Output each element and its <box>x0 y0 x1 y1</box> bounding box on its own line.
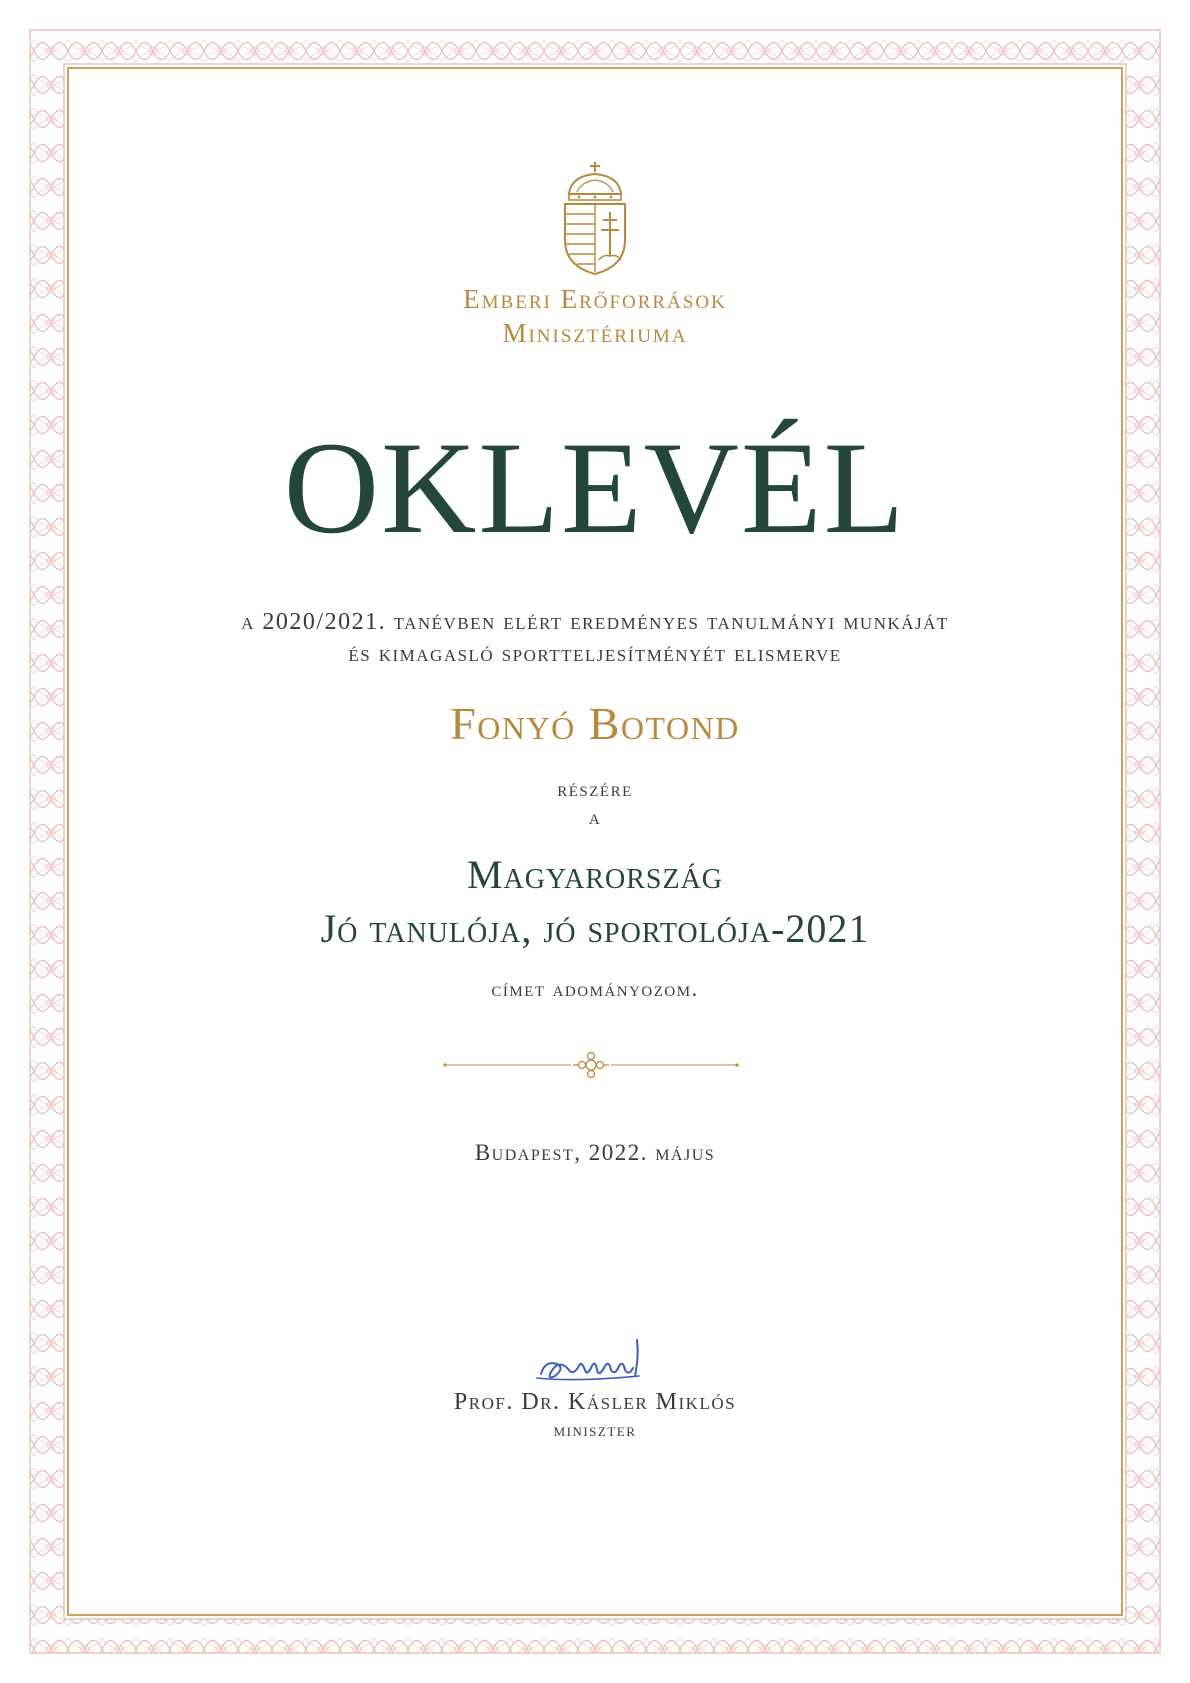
award-line-2: Jó tanulója, jó sportolója-2021 <box>320 906 870 951</box>
signatory-role: miniszter <box>553 1420 637 1441</box>
place-and-date: Budapest, 2022. május <box>474 1140 716 1165</box>
award-line-1: Magyarország <box>466 852 724 897</box>
certificate-title: OKLEVÉL <box>283 414 907 561</box>
ministry-line-1: Emberi Erőforrások <box>463 284 727 314</box>
award-title <box>0 848 1190 956</box>
intro-line-1: a 2020/2021. tanévben elért eredményes tanulmányi munkáját <box>241 609 949 635</box>
closing-text: címet adományozom. <box>491 976 699 1001</box>
recipient-name: Fonyó Botond <box>450 698 740 749</box>
signatory-name: Prof. Dr. Kásler Miklós <box>453 1389 737 1415</box>
ministry-line-2: Minisztériuma <box>502 318 688 348</box>
reszere-label: részére <box>557 776 633 801</box>
hungarian-coat-of-arms-icon <box>557 160 633 276</box>
handwritten-signature <box>535 1330 675 1386</box>
article-label: a <box>588 804 602 829</box>
ministry-name <box>0 282 1190 350</box>
intro-line-2: és kimagasló sportteljesítményét elismerve <box>348 641 842 667</box>
intro-text <box>0 606 1190 670</box>
ornamental-divider-icon <box>443 1050 739 1080</box>
